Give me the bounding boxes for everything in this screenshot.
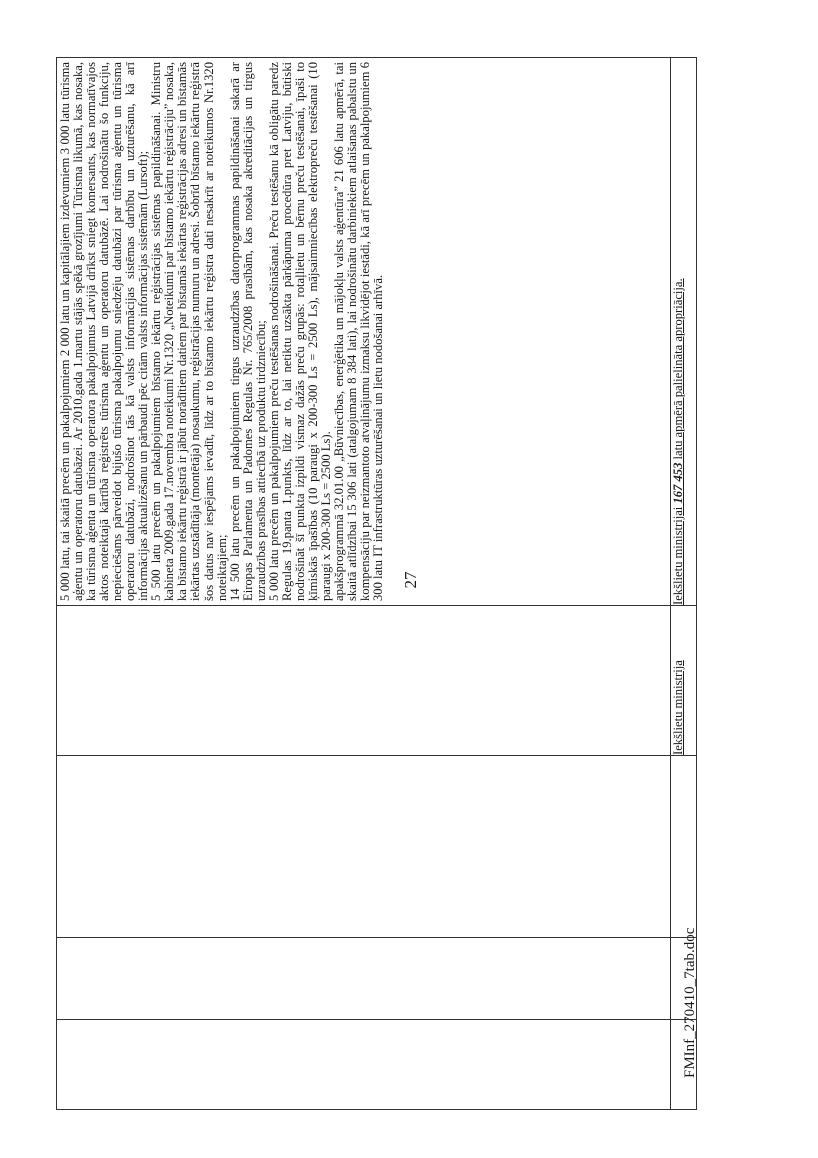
empty-cell [57,938,671,1020]
paragraph: 14 500 latu precēm un pakalpojumiem tirgus uzraudzības datorprogrammas papildināšanai sakarā ar Eiropas Parlamenta un Padomes Regulas Nr. 765/2008 prasībām, kas nosaka akreditācijas un tirgus uzraudzības prasības attiecībā uz produktu tirdzniecību; [227,62,268,601]
footer-filename: FMInf_270410_7tab.doc [682,927,698,1078]
paragraph: 5 500 latu precēm un pakalpojumiem bīstamo iekārtu reģistrācijas sistēmas papildināšanai. Ministru kabineta 2009.gada 17.novembra noteikumi Nr.1320 „Noteikumi par bīstamo iekārtu reģistrāciju” nosaka, ka bīstamo iekārtu reģistrā ir jābūt norādītiem datiem par bīstamās iekārtas reģistrācijas adresi un bīstamās iekārtas uzstādītāja (montētāja) nosaukumu, reģistrācijas numuru un adresi. Šobrīd bīstamo iekārtu reģistrā šos datus nav iespējams ievadīt, līdz ar to bīstamo iekārtu reģistra dati nesakrīt ar noteikumos Nr.1320 noteiktajiem; [149,62,229,601]
paragraph: apakšprogrammā 32.01.00 „Būvniecības, enerģētika un mājokļu valsts aģentūra” 21 606 latu apmērā, tai skaitā atlīdzībai 15 306 lati (atalgojumam 8 384 lati), lai nodrošinātu darbiniekiem atlaišanas pabalstu un kompensāciju par neizmantoto atvaļinājumu izmaksu likvidējot iestādi, kā arī precēm un pakalpojumiem 6 300 latu IT infrastruktūras uzturēšanai un lietu nodošanai arhīvā. [331,62,386,601]
document-table [56,57,697,1110]
empty-cell [57,1020,671,1110]
paragraph: 5 000 latu, tai skaitā precēm un pakalpojumiem 2 000 latu un kapitālajiem izdevumiem 3 000 latu tūrisma aģentu un operatoru datubāzei. Ar 2010.gada 1.martu stājās spēkā grozījumi Tūrisma likumā, kas nosaka, ka tūrisma aģenta un tūrisma operatora pakalpojumus Latvijā drīkst sniegt komersants, kas normatīvajos aktos noteiktajā kārtībā reģistrēts tūrisma aģentu un operatoru datubāzē. Lai nodrošinātu šo funkciju, nepieciešams pārveidot bijušo tūrisma pakalpojumu sniedzēju datubāzi par tūrisma aģentu un tūrisma operatoru datubāzi, nodrošinot tās kā valsts informācijas sistēmas darbību un uzturēšanu, kā arī informācijas aktualizēšanu un pārbaudi pēc citām valsts informācijas sistēmām (Lursoft); [58,62,151,601]
appropriation-amount: 167 453 [671,462,685,504]
empty-cell [57,756,671,938]
appropriation-prefix: Iekšlietu ministrijai [671,503,685,605]
empty-cell [57,606,671,756]
paragraph: 5 000 latu precēm un pakalpojumiem preču testēšanas nodrošināšanai. Preču testēšanu kā obligātu paredz Regulas 19.panta 1.punkts, līdz ar to, lai netiktu uzsākta pārkāpuma procedūra pret Latviju, būtiski nodrošināt šī punkta izpildi vismaz dažās preču grupās: rotaļlietu un bērnu preču testēšanai, īpaši to ķīmiskās īpašības (10 paraugi x 200-300 Ls = 2500 Ls), mājsaimniecības elektropreču testēšanai (10 paraugi x 200-300 Ls = 2500 Ls). [266,62,333,601]
appropriation-cell [671,58,697,606]
ministry-label: Iekšlietu ministrija [671,660,685,755]
appropriation-suffix: latu apmērā palielināta apropriācija. [671,278,685,463]
rotated-page-content [56,58,696,1110]
ministry-cell [671,606,697,756]
page-number: 27 [401,571,420,589]
table-row [57,58,671,1110]
description-text [57,58,385,605]
description-cell [57,58,671,606]
